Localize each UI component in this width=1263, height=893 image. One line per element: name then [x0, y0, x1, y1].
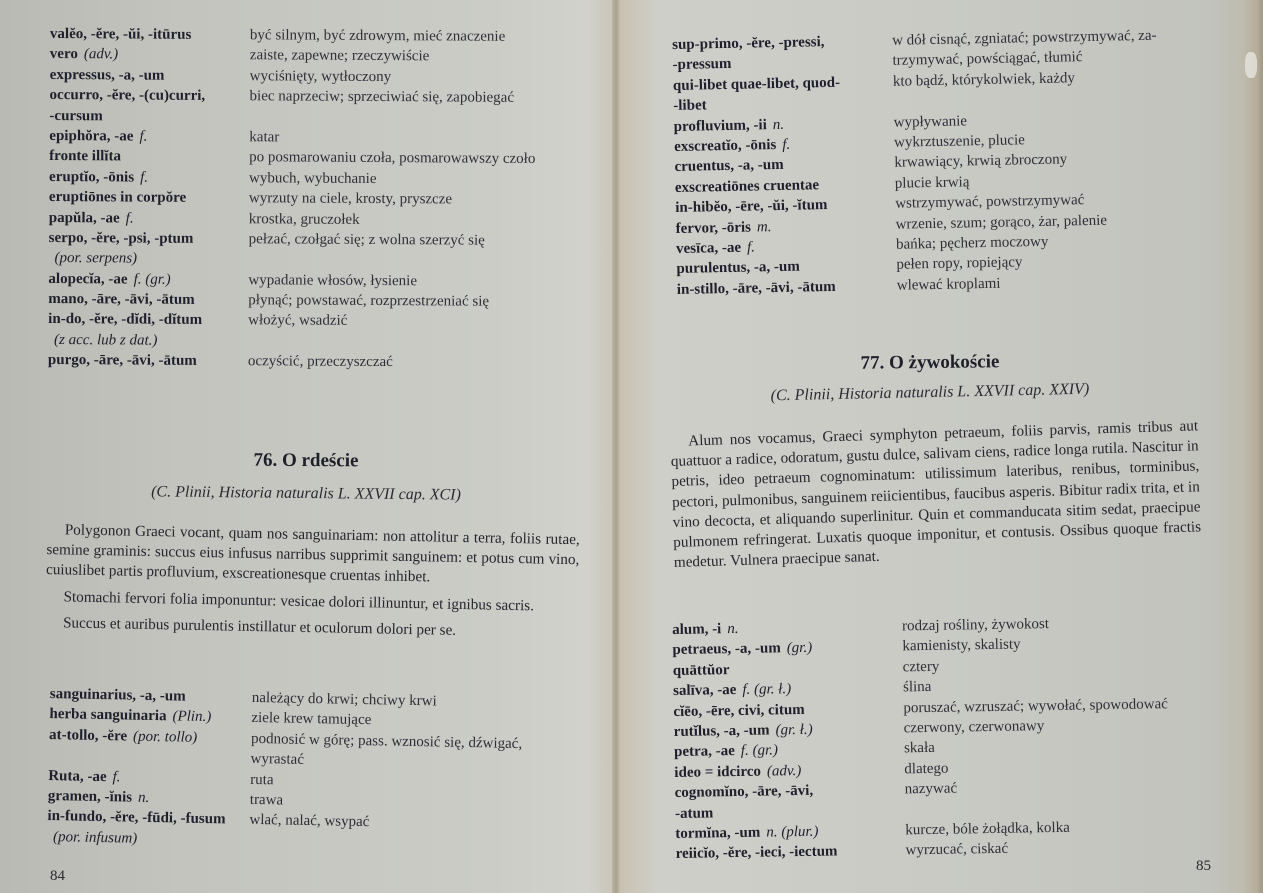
- passage-paragraph: Succus et auribus purulentis instillatur et oculorum dolori per se.: [62, 614, 457, 639]
- latin-headword: quāttŭor: [672, 661, 730, 679]
- polish-translation: poruszać, wzruszać; wywołać, spowodować: [903, 695, 1168, 716]
- latin-headword: occurro, -ĕre, -(cu)curri,: [49, 87, 206, 105]
- polish-translation: kamienisty, skalisty: [902, 636, 1021, 655]
- latin-term: [47, 808, 231, 829]
- polish-translation: wyrastać: [250, 751, 305, 769]
- vocab-list-top-right: [672, 26, 1237, 302]
- section-title-77: 77. O żywokoście: [860, 351, 1000, 374]
- latin-term: [673, 681, 791, 700]
- latin-term: [49, 189, 192, 207]
- latin-headword: sanguinarius, -a, -um: [49, 686, 186, 705]
- latin-headword: gramen, -ĭnis: [47, 787, 133, 806]
- latin-term: [48, 291, 200, 309]
- latin-headword: alum, -i: [672, 621, 722, 638]
- polish-translation: wrzenie, szum; gorąco, żar, palenie: [895, 212, 1108, 233]
- latin-term: [49, 706, 211, 726]
- latin-term: [672, 34, 831, 54]
- latin-headword: Ruta, -ae: [48, 767, 107, 785]
- latin-term: [48, 352, 203, 370]
- polish-translation: trzymywać, powściągać, tłumić: [892, 49, 1083, 70]
- latin-headword: cognomĭno, -āre, -āvi,: [674, 782, 814, 802]
- latin-headword: cĭēo, -ēre, civi, citum: [673, 701, 805, 720]
- latin-term: [676, 844, 844, 864]
- grammar-note: n. (plur.): [766, 823, 819, 841]
- latin-term: [674, 722, 813, 741]
- latin-headword: papŭla, -ae: [48, 209, 120, 226]
- polish-translation: bańka; pęcherz moczowy: [895, 233, 1049, 253]
- latin-term: [49, 727, 198, 747]
- latin-term: [675, 197, 834, 217]
- latin-term: [48, 311, 208, 329]
- polish-translation: biec naprzeciw; sprzeciwiać się, zapobiegać: [249, 88, 515, 107]
- polish-translation: czerwony, czerwonawy: [903, 718, 1045, 737]
- latin-headword: cruentus, -a, -um: [674, 157, 784, 176]
- latin-headword: petraeus, -a, -um: [672, 640, 781, 659]
- grammar-note: (por. serpens): [54, 250, 138, 267]
- latin-headword: valĕo, -ĕre, -ŭi, -itūrus: [49, 26, 192, 43]
- latin-term: [674, 137, 790, 156]
- polish-translation: wlać, nalać, wsypać: [249, 812, 370, 831]
- latin-term: [48, 332, 157, 350]
- section-title-76: 76. O rdeście: [253, 449, 359, 472]
- polish-translation: płynąć; powstawać, rozprzestrzeniać się: [248, 292, 490, 310]
- section-source-76: (C. Plinii, Historia naturalis L. XXVII cap. XCI): [151, 483, 461, 504]
- polish-translation: wypadanie włosów, łysienie: [248, 271, 418, 289]
- polish-translation: pełen ropy, ropiejący: [896, 254, 1023, 274]
- latin-term: [50, 67, 171, 85]
- grammar-note: f.: [746, 239, 756, 256]
- passage-paragraph: Polygonon Graeci vocant, quam nos sanguinariam: non attolitur a terra, foliis rutae, semine graminis: succus eius infusus narribus supprimit sanguinem: et potus cum vino, cuiuslibet partis profluvium, exscreationesque cruentas inhibet.: [45, 521, 580, 586]
- grammar-note: f. (gr.): [740, 742, 779, 760]
- latin-term: [49, 128, 147, 146]
- polish-translation: ślina: [902, 679, 932, 696]
- latin-term: [677, 278, 842, 298]
- grammar-note: f.: [139, 128, 148, 145]
- latin-headword: alopecĭa, -ae: [48, 270, 128, 288]
- polish-translation: wyrzuty na ciele, krosty, pryszcze: [248, 190, 453, 208]
- latin-term: [50, 686, 192, 706]
- grammar-note: (adv.): [83, 46, 119, 63]
- latin-term: [674, 116, 785, 135]
- polish-translation: wstrzymywać, powstrzymywać: [895, 192, 1085, 212]
- latin-passage-77: [670, 416, 1202, 579]
- latin-term: [674, 157, 789, 176]
- polish-translation: trawa: [249, 791, 284, 809]
- latin-term: [48, 788, 150, 807]
- grammar-note: f.: [112, 768, 121, 785]
- latin-term: [48, 747, 54, 764]
- latin-headword: reiicĭo, -ĕre, -ieci, -iectum: [675, 843, 838, 863]
- latin-headword: -atum: [674, 804, 714, 822]
- polish-translation: skała: [903, 740, 935, 757]
- latin-headword: purgo, -āre, -āvi, -ātum: [47, 352, 197, 370]
- grammar-note: (z acc. lub z dat.): [54, 331, 158, 349]
- latin-term: [50, 26, 197, 44]
- latin-term: [676, 259, 806, 278]
- latin-headword: in-do, -ĕre, -dĭdi, -dĭtum: [48, 311, 203, 329]
- latin-term: [672, 621, 739, 639]
- grammar-note: n.: [137, 789, 150, 806]
- latin-headword: mano, -āre, -āvi, -ātum: [48, 291, 195, 308]
- latin-term: [676, 239, 755, 258]
- latin-term: [675, 177, 826, 197]
- latin-headword: vero: [49, 46, 78, 63]
- latin-term: [673, 74, 846, 94]
- grammar-note: f.: [140, 169, 149, 186]
- grammar-note: f. (gr.): [133, 271, 171, 288]
- page-number-right: 85: [1196, 858, 1211, 874]
- vocab-list-top-left: [48, 26, 610, 376]
- section-source-77: (C. Plinii, Historia naturalis L. XXVII cap. XXIV): [770, 380, 1090, 405]
- latin-term: [49, 230, 200, 248]
- polish-translation: być silnym, być zdrowym, mieć znaczenie: [249, 27, 506, 45]
- latin-term: [49, 108, 108, 125]
- polish-translation: po posmarowaniu czoła, posmarowawszy czoło: [249, 149, 536, 168]
- book-gutter: [612, 0, 620, 893]
- polish-translation: pełzać, czołgać się; z wolna szerzyć się: [248, 231, 485, 249]
- latin-term: [676, 219, 772, 238]
- polish-translation: wyciśnięty, wytłoczony: [249, 68, 392, 85]
- polish-translation: podnosić w górę; pass. wznosić się, dźwigać,: [250, 730, 523, 752]
- polish-translation: włożyć, wsadzić: [248, 312, 348, 330]
- polish-translation: cztery: [902, 658, 940, 676]
- latin-headword: eruptĭo, -ōnis: [49, 168, 135, 186]
- latin-term: [672, 640, 812, 659]
- latin-headword: exscreatĭo, -ōnis: [673, 136, 777, 155]
- grammar-note: (Plin.): [172, 708, 212, 726]
- latin-headword: herba sanguinaria: [49, 706, 167, 725]
- latin-headword: -libet: [673, 97, 707, 115]
- polish-translation: wybuch, wybuchanie: [249, 169, 377, 187]
- vocab-entry: [48, 352, 608, 376]
- right-page: [620, 0, 1263, 893]
- grammar-note: n.: [727, 620, 739, 638]
- page-edge: [1243, 0, 1263, 893]
- grammar-note: m.: [756, 218, 772, 235]
- latin-headword: epiphŏra, -ae: [49, 127, 134, 145]
- polish-translation: kurcze, bóle żołądka, kolka: [905, 819, 1070, 839]
- latin-headword: sup-primo, -ĕre, -pressi,: [672, 34, 825, 53]
- passage-paragraph: Alum nos vocamus, Graeci symphyton petraeum, foliis parvis, ramis tribus aut quattuor a radice, odoratum, gustu dulce, salivam ciens, radice longa rutila. Nascitur in petris, ideo petraeum cognominatum: utilissimum lateribus, renibus, torminibus, pectori, pulmonibus, sanguinem reiicientibus, faucibus asperis. Bibitur radix trita, et in vino decocta, et aliquando superlinitur. Quin et commanducata sitim sedat, praecipue pulmonem refringerat. Luxatis quoque imponitur, et contusis. Ossibus quoque fractis medetur. Vulnera praecipue sanat.: [670, 417, 1202, 572]
- latin-headword: purulentus, -a, -um: [676, 258, 800, 278]
- polish-translation: wypływanie: [893, 112, 968, 131]
- latin-headword: -cursum: [49, 107, 103, 124]
- latin-headword: ideo = idcirco: [674, 763, 762, 781]
- polish-translation: wlewać kroplami: [896, 275, 1001, 294]
- latin-term: [48, 271, 170, 289]
- grammar-note: f.: [782, 136, 791, 153]
- polish-translation: oczyścić, przeczyszczać: [247, 353, 393, 371]
- latin-headword: exscreatiōnes cruentae: [674, 176, 820, 196]
- polish-translation: katar: [249, 129, 280, 146]
- latin-term: [50, 87, 212, 105]
- polish-translation: wyrzucać, ciskać: [905, 841, 1009, 859]
- latin-headword: in-stillo, -āre, -āvi, -ātum: [676, 278, 836, 298]
- latin-headword: fervor, -ōris: [675, 219, 752, 237]
- latin-term: [48, 768, 121, 786]
- latin-headword: -pressum: [672, 56, 732, 74]
- latin-term: [49, 250, 138, 268]
- grammar-note: (adv.): [766, 762, 802, 780]
- latin-headword: in-fundo, -ĕre, -fūdi, -fusum: [47, 808, 226, 828]
- vocab-list-bottom-left: [47, 686, 610, 860]
- page-number-left: 84: [50, 868, 65, 884]
- latin-term: [673, 662, 736, 680]
- latin-term: [674, 743, 778, 762]
- latin-term: [673, 701, 811, 720]
- latin-term: [47, 829, 137, 848]
- page-edge-tear: [1245, 52, 1257, 78]
- latin-headword: in-hibĕo, -ēre, -ŭi, -ĭtum: [675, 197, 828, 217]
- latin-term: [675, 824, 818, 843]
- latin-headword: at-tollo, -ĕre: [48, 726, 128, 745]
- latin-term: [675, 783, 820, 802]
- latin-headword: qui-libet quae-libet, quod-: [672, 74, 841, 94]
- polish-translation: krostka, gruczołek: [248, 210, 360, 228]
- polish-translation: nazywać: [904, 780, 958, 798]
- latin-term: [672, 56, 737, 74]
- grammar-note: (gr. ł.): [775, 721, 813, 739]
- grammar-note: f.: [125, 209, 134, 227]
- polish-translation: kto bądź, którykolwiek, każdy: [892, 70, 1076, 90]
- latin-term: [49, 169, 148, 187]
- latin-term: [675, 805, 720, 823]
- polish-translation: zaiste, zapewne; rzeczywiście: [249, 47, 430, 65]
- grammar-note: (por. tollo): [132, 728, 198, 746]
- grammar-note: (por. infusum): [52, 828, 138, 847]
- polish-translation: rodzaj rośliny, żywokost: [901, 616, 1050, 635]
- polish-translation: dlatego: [904, 760, 949, 778]
- left-page: [0, 0, 612, 893]
- latin-headword: profluvium, -ii: [673, 116, 767, 135]
- polish-translation: wykrztuszenie, plucie: [893, 132, 1025, 151]
- grammar-note: (gr.): [786, 640, 813, 657]
- polish-translation: ziele krew tamujące: [251, 710, 372, 729]
- latin-headword: fronte illĭta: [49, 148, 122, 165]
- latin-term: [674, 763, 801, 782]
- latin-term: [673, 97, 713, 115]
- passage-paragraph: Stomachi fervori folia imponuntur: vesicae dolori illinuntur, et ignibus sacris.: [63, 587, 535, 614]
- grammar-note: f. (gr. ł.): [742, 681, 792, 699]
- latin-headword: tormĭna, -um: [675, 824, 761, 842]
- polish-translation: krwawiący, krwią zbroczony: [894, 151, 1068, 172]
- latin-headword: vesīca, -ae: [675, 239, 742, 257]
- latin-term: [50, 46, 118, 63]
- latin-headword: expressus, -a, -um: [49, 66, 165, 84]
- latin-term: [49, 148, 127, 165]
- latin-passage-76: [45, 520, 580, 649]
- grammar-note: n.: [772, 116, 785, 133]
- vocab-list-bottom-right: [672, 613, 1236, 866]
- polish-translation: plucie krwią: [894, 174, 970, 192]
- polish-translation: ruta: [250, 771, 274, 788]
- latin-headword: petra, -ae: [673, 743, 735, 761]
- latin-headword: salīva, -ae: [672, 682, 737, 700]
- latin-term: [49, 210, 134, 228]
- latin-headword: eruptiōnes in corpŏre: [48, 189, 187, 206]
- polish-translation: w dół cisnąć, zgniatać; powstrzymywać, za-: [891, 27, 1157, 49]
- latin-headword: serpo, -ĕre, -psi, -ptum: [48, 229, 194, 247]
- polish-translation: należący do krwi; chciwy krwi: [251, 689, 437, 710]
- latin-headword: rutĭlus, -a, -um: [673, 722, 770, 740]
